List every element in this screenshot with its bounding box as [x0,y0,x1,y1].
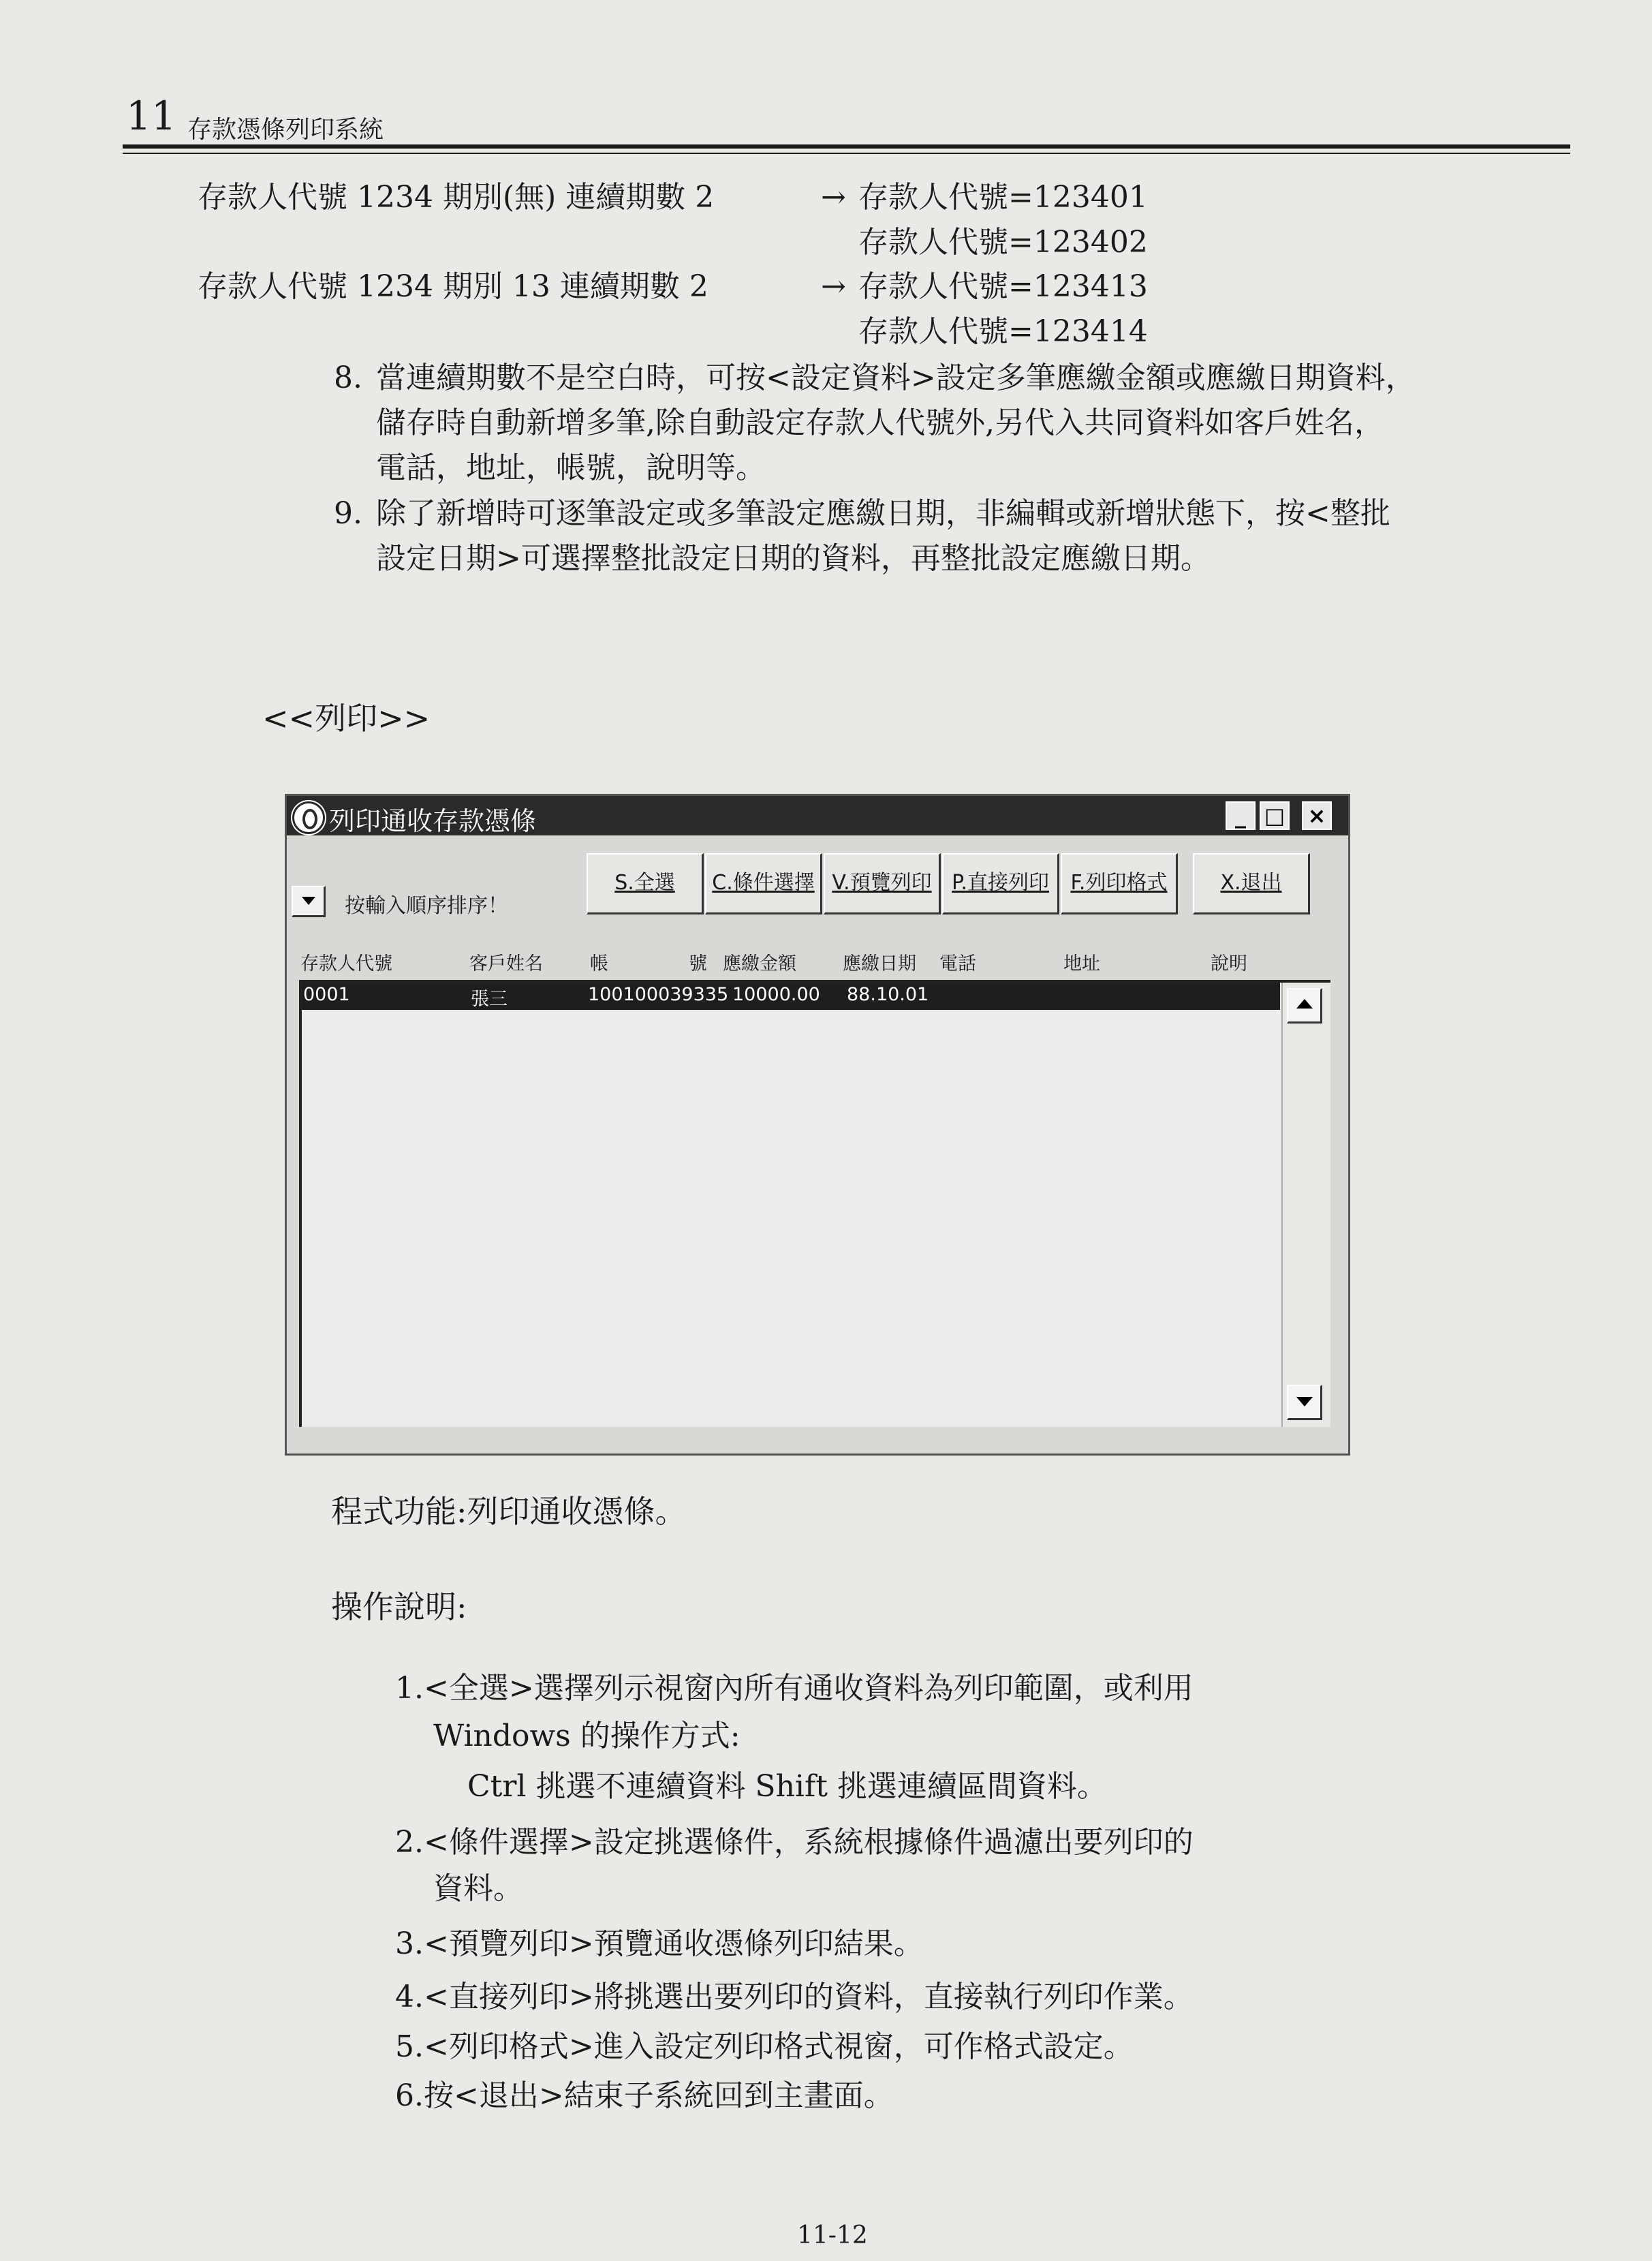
arrow-icon: → [821,269,846,304]
example-2-result-2: 存款人代號=123414 [858,314,1148,349]
chapter-number: 11 [126,93,176,139]
app-icon [292,801,325,834]
note-9-line-1: 除了新增時可逐筆設定或多筆設定應繳日期，非編輯或新增狀態下，按<整批 [376,496,1390,531]
column-header-customer-name[interactable]: 客戶姓名 [469,953,543,974]
note-9-line-2: 設定日期>可選擇整批設定日期的資料，再整批設定應繳日期。 [376,541,1211,576]
chapter-title: 存款憑條列印系統 [187,116,384,144]
data-grid[interactable] [299,980,1330,1427]
exit-button[interactable]: X.退出 [1193,853,1310,914]
operation-title: 操作說明: [331,1588,467,1625]
arrow-icon: → [821,180,846,215]
select-all-button[interactable]: S.全選 [587,853,704,914]
cell-amount: 10000.00 [732,984,820,1005]
table-row[interactable] [302,983,1280,1010]
example-1-input: 存款人代號 1234 期別(無) 連續期數 2 [198,180,715,215]
column-header-depositor-id[interactable]: 存款人代號 [300,953,392,974]
cell-depositor-id: 0001 [303,984,350,1005]
direct-print-button[interactable]: P.直接列印 [942,853,1059,914]
page-number: 11-12 [797,2221,868,2249]
note-9-number: 9. [334,496,362,531]
column-header-description[interactable]: 說明 [1211,953,1247,974]
operation-1-line-3: Ctrl 挑選不連續資料 Shift 挑選連續區間資料。 [467,1769,1107,1804]
column-header-account[interactable]: 帳 [590,953,608,974]
scroll-up-icon[interactable] [1287,988,1322,1024]
close-button[interactable]: × [1302,801,1332,830]
example-1-result-2: 存款人代號=123402 [858,225,1148,260]
note-8-line-1: 當連續期數不是空白時，可按<設定資料>設定多筆應繳金額或應繳日期資料， [376,360,1416,395]
note-8-number: 8. [334,360,362,395]
example-2-input: 存款人代號 1234 期別 13 連續期數 2 [198,269,708,304]
column-header-account-2[interactable]: 號 [689,953,707,974]
operation-5: 5.<列印格式>進入設定列印格式視窗，可作格式設定。 [395,2029,1134,2064]
operation-1-line-2: Windows 的操作方式: [433,1719,741,1753]
operation-1-line-1: 1.<全選>選擇列示視窗內所有通收資料為列印範圍，或利用 [395,1671,1194,1706]
column-header-phone[interactable]: 電話 [939,953,976,974]
maximize-button[interactable]: □ [1260,801,1290,830]
example-2-result-1: 存款人代號=123413 [858,269,1148,304]
print-format-button[interactable]: F.列印格式 [1061,853,1178,914]
cell-customer-name: 張三 [471,989,508,1010]
operation-3: 3.<預覽列印>預覽通收憑條列印結果。 [395,1926,924,1961]
note-8-line-2: 儲存時自動新增多筆,除自動設定存款人代號外,另代入共同資料如客戶姓名， [376,405,1384,440]
dialog-titlebar[interactable] [287,796,1348,835]
section-heading: <<列印>> [262,700,431,737]
preview-print-button[interactable]: V.預覽列印 [824,853,941,914]
operation-2-line-2: 資料。 [433,1871,523,1906]
vertical-scrollbar[interactable] [1281,983,1330,1427]
column-header-amount[interactable]: 應繳金額 [723,953,796,974]
operation-2-line-1: 2.<條件選擇>設定挑選條件，系統根據條件過濾出要列印的 [395,1825,1194,1860]
function-title: 程式功能:列印通收憑條。 [331,1493,687,1530]
cell-due-date: 88.10.01 [847,984,929,1005]
header-rule-thin [123,153,1570,154]
example-1-result-1: 存款人代號=123401 [858,180,1148,215]
header-rule [123,144,1570,149]
condition-select-button[interactable]: C.條件選擇 [705,853,822,914]
operation-4: 4.<直接列印>將挑選出要列印的資料，直接執行列印作業。 [395,1980,1194,2014]
sort-label: 按輸入順序排序！ [345,894,508,918]
print-dialog [285,794,1350,1456]
scroll-down-icon[interactable] [1287,1385,1322,1420]
note-8-line-3: 電話，地址，帳號，說明等。 [376,450,766,485]
column-header-due-date[interactable]: 應繳日期 [843,953,916,974]
column-header-address[interactable]: 地址 [1063,953,1100,974]
minimize-button[interactable]: _ [1226,801,1256,830]
cell-account: 100100039335 [588,984,729,1005]
dialog-title: 列印通收存款憑條 [329,806,537,836]
sort-dropdown-button[interactable] [292,886,326,917]
operation-6: 6.按<退出>結束子系統回到主畫面。 [395,2078,894,2113]
